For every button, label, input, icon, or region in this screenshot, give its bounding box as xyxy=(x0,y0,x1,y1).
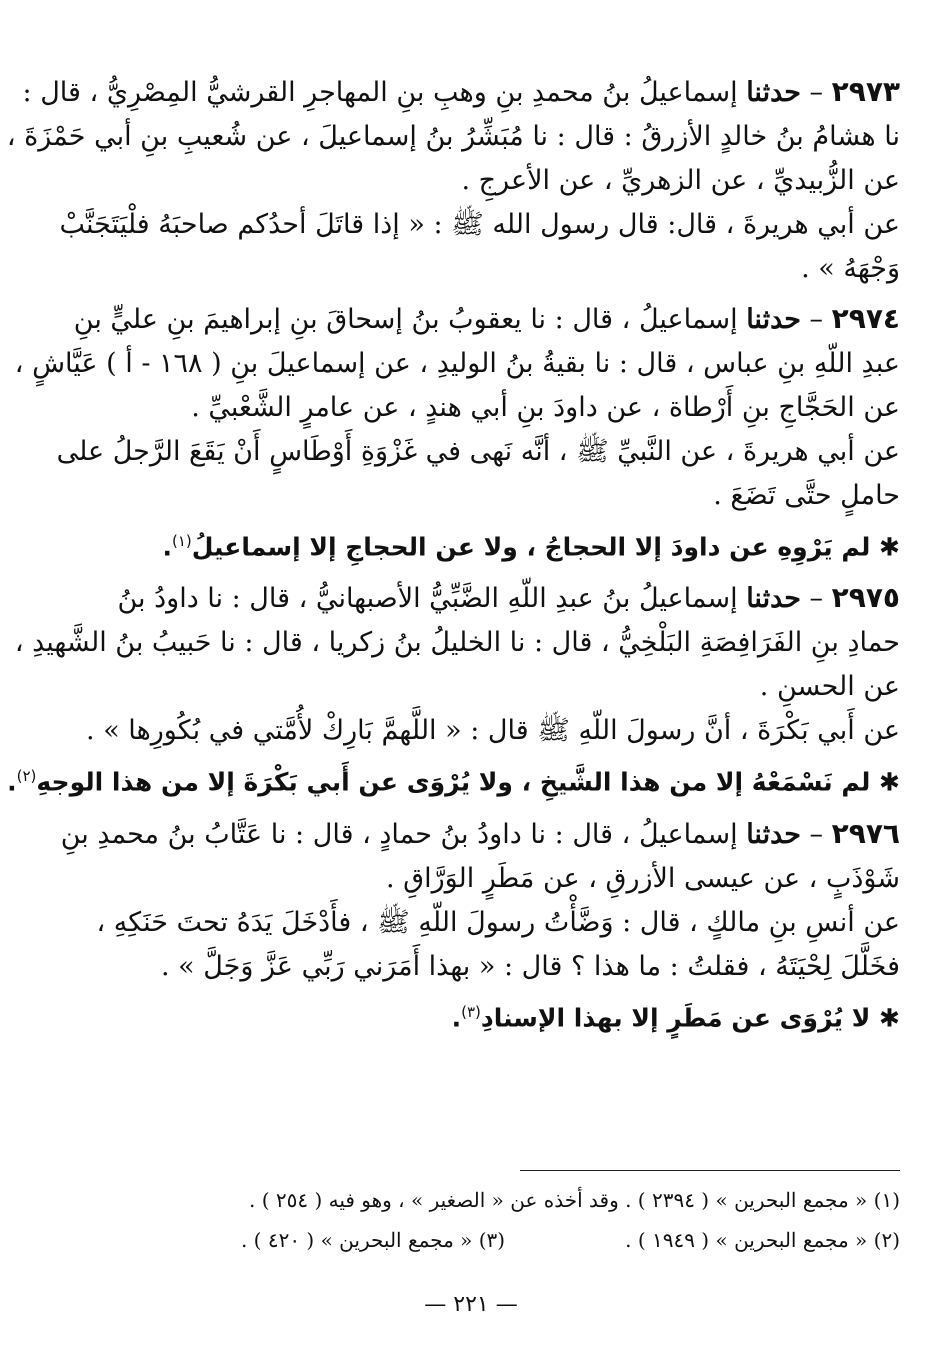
hadith-2974-matn2: حاملٍ حتَّى تَضَعَ . xyxy=(713,480,900,511)
hadith-number: ٢٩٧٣ xyxy=(831,75,900,108)
hadith-2976-line1: ٢٩٧٦ – حدثنا إسماعيلُ ، قال : نا داودُ بنُ حمادٍ ، قال : نا عَتَّابُ بنُ محمدِ بنِ xyxy=(60,816,900,850)
hadith-lead: حدثنا xyxy=(746,77,801,108)
hadith-number: ٢٩٧٥ xyxy=(831,581,900,615)
footnote-2: (٢) « مجمع البحرين » ( ١٩٤٩ ) . xyxy=(625,1228,900,1252)
hadith-number: ٢٩٧٤ xyxy=(831,302,900,335)
hadith-2974-matn1: عن أبي هريرةَ ، عن النَّبيِّ ﷺ ، أنَّه نَهى في غَزْوَةِ أَوْطَاسٍ أَنْ يَقَعَ الرَّجلُ على xyxy=(56,436,900,467)
hadith-2975-matn1: عن أَبي بَكْرَةَ ، أنَّ رسولَ اللّهِ ﷺ قال : « اللَّهمَّ بَارِكْ لأُمَّتي في بُكُورِها » . xyxy=(86,715,900,747)
footnote-ref[interactable]: (١) xyxy=(171,532,192,550)
footnote-3: (٣) « مجمع البحرين » ( ٤٢٠ ) . xyxy=(240,1228,506,1252)
hadith-2976 xyxy=(60,812,900,1041)
footnote-ref[interactable]: (٢) xyxy=(16,767,37,786)
hadith-2976-line2: شَوْذَبٍ ، عن عيسى الأزرقِ ، عن مَطَرٍ الوَرَّاقِ . xyxy=(385,862,900,894)
hadith-2976-note: ✱ لا يُرْوَى عن مَطَرٍ إلا بهذا الإسنادِ$^{(٣)}$. xyxy=(451,1002,900,1032)
footnote-divider xyxy=(520,1170,900,1171)
hadith-2974-line3: عن الحَجَّاجِ بنِ أَرْطاة ، عن داودَ بنِ أبي هندٍ ، عن عامرٍ الشَّعْبيِّ . xyxy=(191,392,900,423)
page-number: — ٢٢١ — xyxy=(424,1292,518,1317)
footnote-1: (١) « مجمع البحرين » ( ٢٣٩٤ ) . وقد أخذه عن « الصغير » ، وهو فيه ( ٢٥٤ ) . xyxy=(248,1188,900,1212)
hadith-2973-line2: نا هشامُ بنُ خالدٍ الأزرقُ : قال : نا مُبَشِّرُ بنُ إسماعيلَ ، عن شُعيبِ بنِ أبي حَمْزَةَ ، xyxy=(6,121,900,152)
hadith-2974 xyxy=(14,297,900,570)
hadith-2976-matn2: فخَلَّلَ لِحْيَتَهُ ، فقلتُ : ما هذا ؟ قال : « بهذا أَمَرَني رَبِّي عَزَّ وَجَلَّ » . xyxy=(160,950,900,982)
hadith-2973-matn1: عن أبي هريرةَ ، قال: قال رسول الله ﷺ : « إذا قاتَلَ أحدُكم صاحبَهُ فلْيَتَجَنَّبْ xyxy=(59,209,900,240)
footnote-ref[interactable]: (٣) xyxy=(461,1002,481,1021)
hadith-2976-matn1: عن أنسِ بنِ مالكٍ ، قال : وَضَّأْتُ رسولَ اللّهِ ﷺ ، فأَدْخَلَ يَدَهُ تحتَ حَنَكِهِ ، xyxy=(96,906,900,938)
hadith-2973-line1: ٢٩٧٣ – حدثنا إسماعيلُ بنُ محمدِ بنِ وهبِ بنِ المهاجرِ القرشيُّ المِصْرِيُّ ، قال : xyxy=(22,75,900,108)
hadith-2973-matn2: وَجْهَهُ » . xyxy=(801,253,900,284)
footnotes xyxy=(80,1180,900,1260)
hadith-2973-line3: عن الزُّبيديِّ ، عن الزهريِّ ، عن الأعرجِ . xyxy=(461,165,900,196)
hadith-2975-line1: ٢٩٧٥ – حدثنا إسماعيلُ بنُ عبدِ اللّهِ الضَّبِّيُّ الأصبهانيُّ ، قال : نا داودُ بنُ xyxy=(117,581,900,615)
hadith-2975 xyxy=(7,576,900,805)
hadith-number: ٢٩٧٦ xyxy=(831,816,900,850)
hadith-2975-note: ✱ لم نَسْمَعْهُ إلا من هذا الشَّيخِ ، ولا يُرْوَى عن أَبي بَكْرَةَ إلا من هذا الوجهِ$^{(٢)}$. xyxy=(7,767,900,797)
hadith-2974-line1: ٢٩٧٤ – حدثنا إسماعيلُ ، قال : نا يعقوبُ بنُ إسحاقَ بنِ إبراهيمَ بنِ عليٍّ بنِ xyxy=(73,302,900,335)
footnote-row-2 xyxy=(80,1220,900,1260)
hadith-2974-note: ✱ لم يَرْوِهِ عن داودَ إلا الحجاجُ ، ولا عن الحجاجِ إلا إسماعيلُ$^{(١)}$. xyxy=(162,532,900,562)
hadith-2973 xyxy=(6,70,900,291)
hadith-lead: حدثنا xyxy=(746,304,801,335)
hadith-2974-line2: عبدِ اللّهِ بنِ عباس ، قال : نا بقيةُ بنُ الوليدِ ، عن إسماعيلَ بنِ ( ١٦٨ - أ ) عَيَّاشٍ ، xyxy=(14,348,900,379)
page-body xyxy=(6,70,900,1047)
hadith-lead: حدثنا xyxy=(746,818,801,850)
hadith-2975-line3: عن الحسنِ . xyxy=(759,671,900,703)
hadith-2975-line2: حمادِ بنِ الفَرَافِصَةِ البَلْخِيُّ ، قال : نا الخليلُ بنُ زكريا ، قال : نا حَبيبُ بنُ الشَّهيدِ ، xyxy=(14,627,900,659)
hadith-lead: حدثنا xyxy=(746,583,801,615)
